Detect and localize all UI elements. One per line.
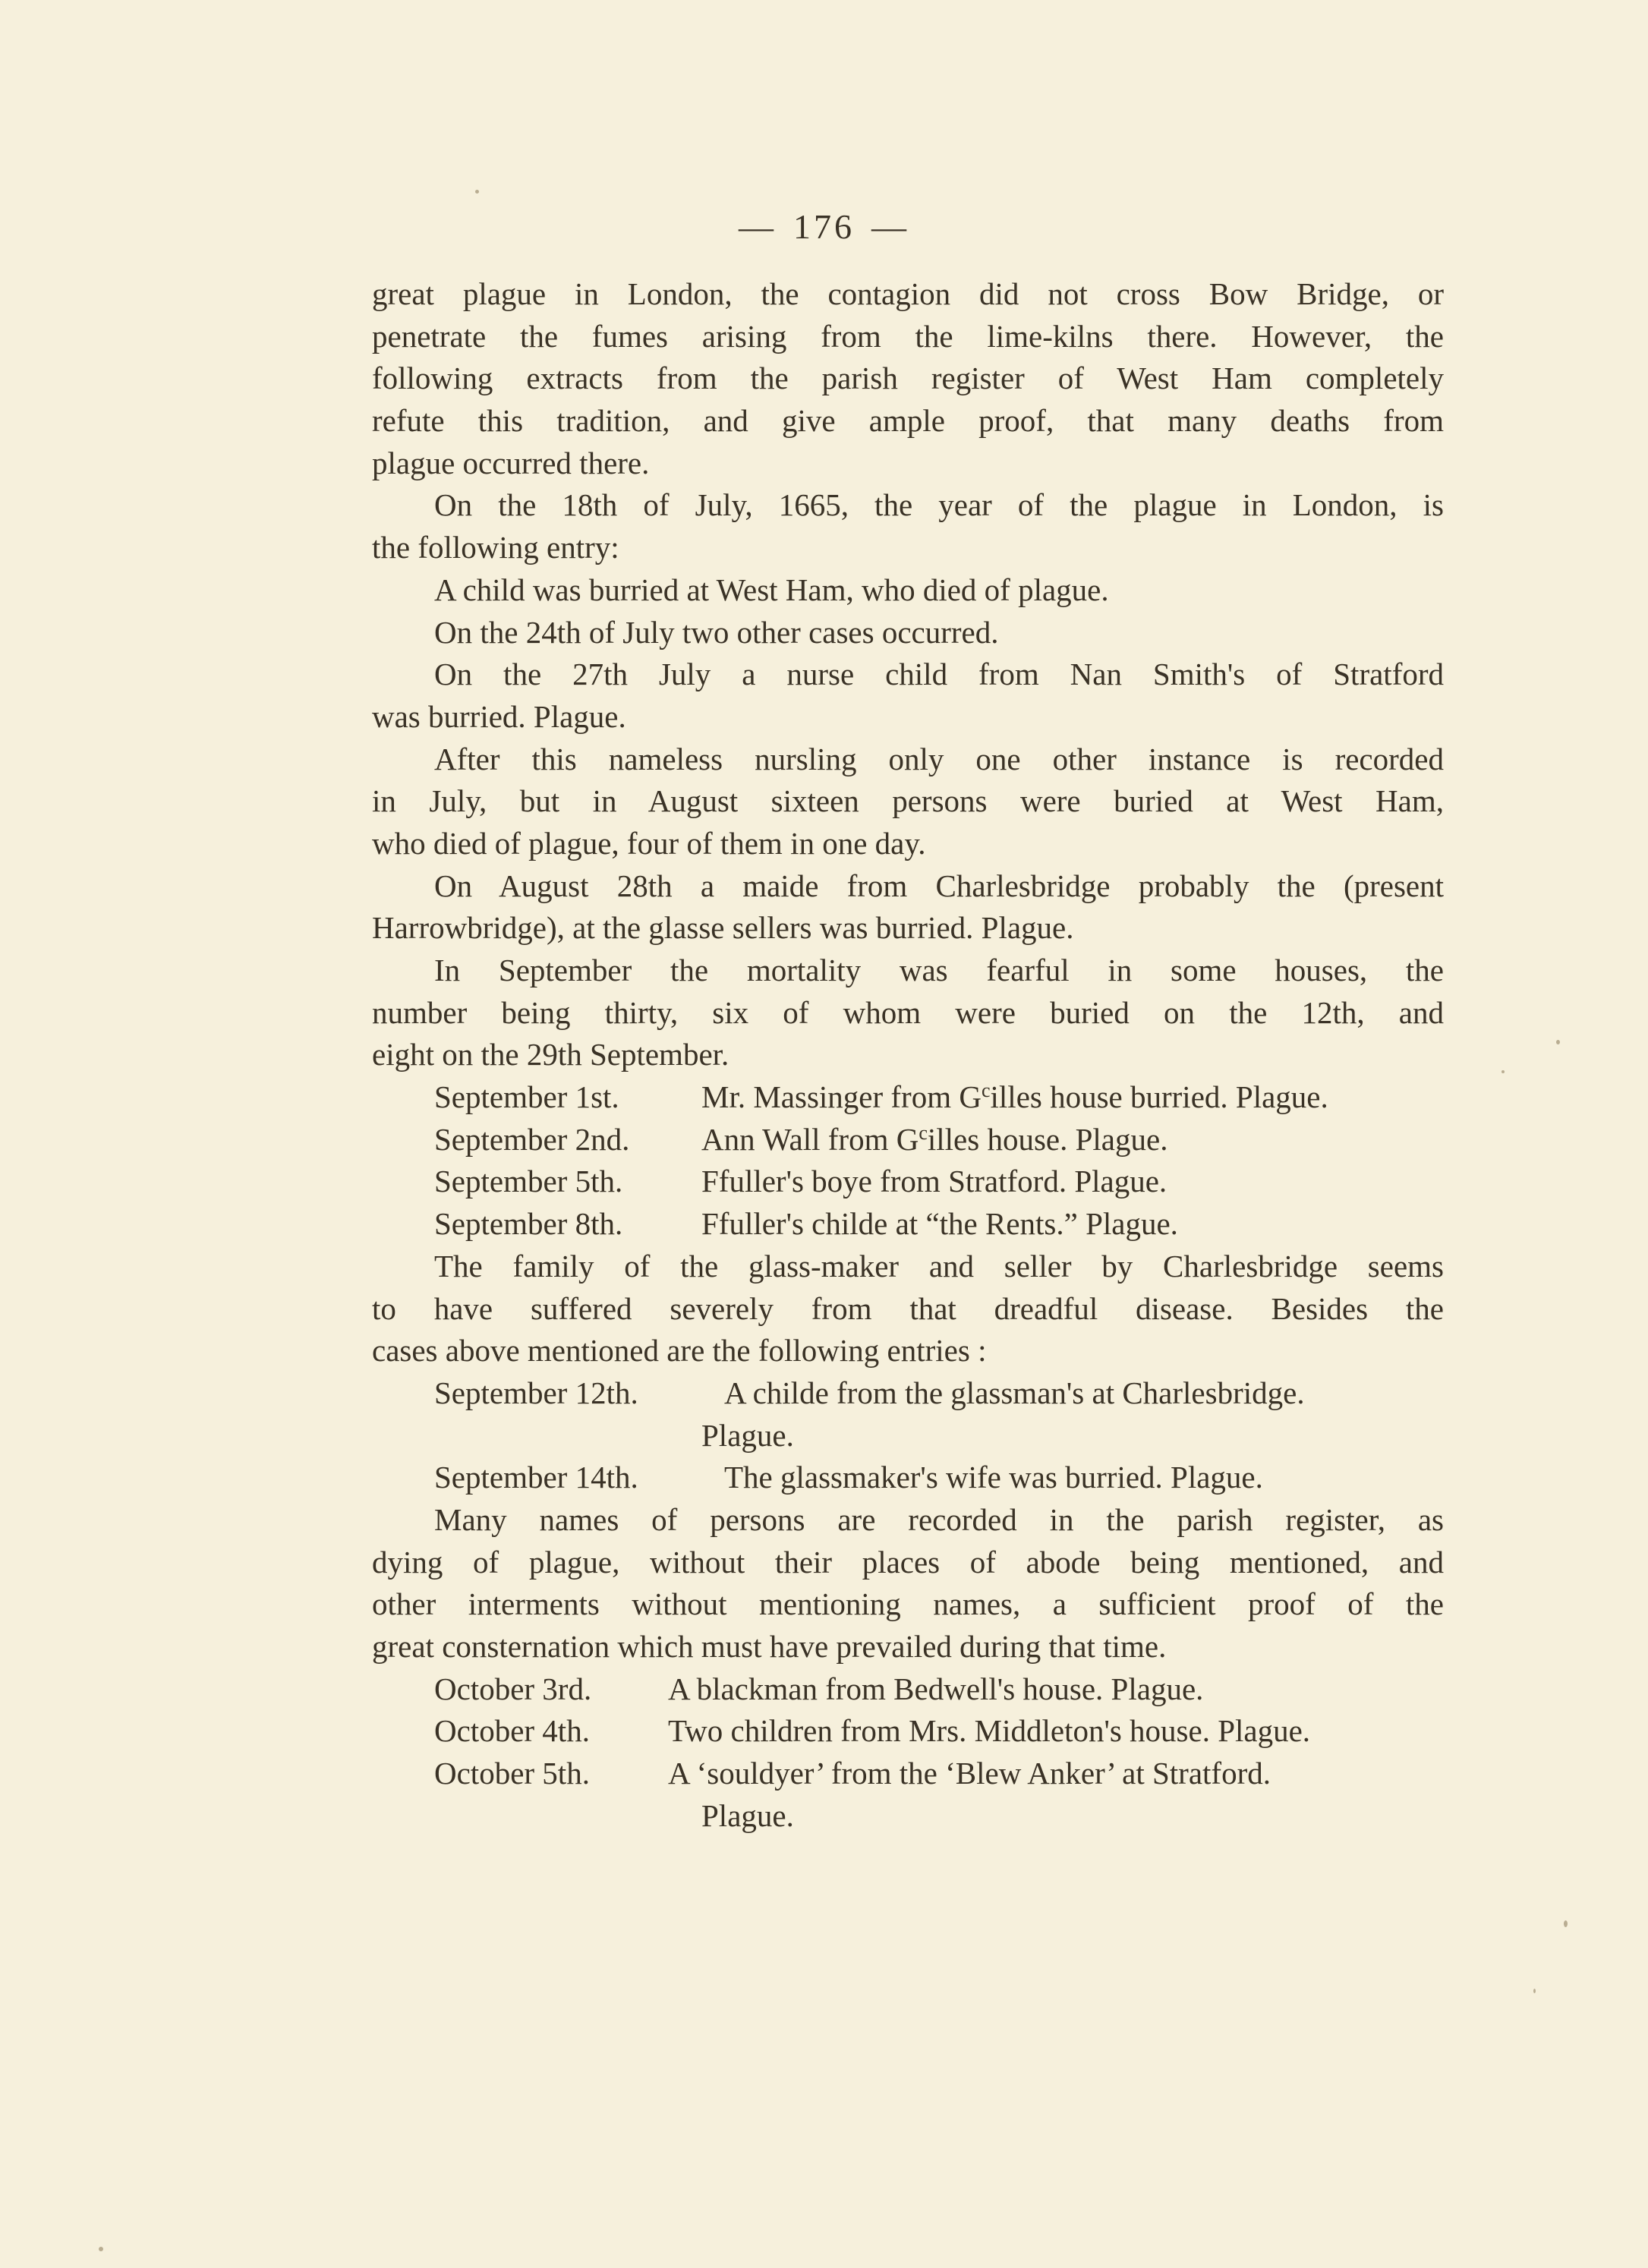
text-line: After this nameless nursling only one other instance is recorded (434, 741, 1444, 776)
paper-speck (475, 190, 479, 194)
register-entry (372, 1119, 1444, 1161)
text-line: who died of plague, four of them in one day. (372, 825, 926, 861)
register-entry (372, 1203, 1444, 1246)
register-entry (372, 1372, 1444, 1415)
text-line: A child was burried at West Ham, who died of plague. (434, 572, 1109, 607)
entry-date: September 8th. (434, 1206, 623, 1242)
paper-speck (1556, 1040, 1560, 1044)
entry-date: September 1st. (434, 1079, 619, 1115)
page-number-dash-left: — (739, 207, 777, 246)
paper-speck (1564, 1920, 1568, 1927)
text-line: dying of plague, without their places of abode being mentioned, and (372, 1544, 1444, 1580)
paper-speck (1533, 1989, 1536, 1993)
text-line: following extracts from the parish register of West Ham completely (372, 361, 1444, 396)
text-line: great plague in London, the contagion did not cross Bow Bridge, or (372, 276, 1444, 311)
entry-text: Two children from Mrs. Middleton's house. Plague. (668, 1713, 1311, 1749)
text-line: On the 18th of July, 1665, the year of the plague in London, is (434, 487, 1444, 523)
entry-date: October 3rd. (434, 1671, 592, 1706)
page-number-value: 176 (793, 207, 855, 246)
text-line: to have suffered severely from that dreadful disease. Besides the (372, 1290, 1444, 1326)
text-line: The family of the glass-maker and seller by Charlesbridge seems (434, 1248, 1444, 1284)
entry-text: The glassmaker's wife was burried. Plague. (724, 1460, 1263, 1495)
register-entry (372, 1457, 1444, 1499)
text-line: other interments without mentioning names, a sufficient proof of the (372, 1586, 1444, 1622)
text-line: number being thirty, six of whom were buried on the 12th, and (372, 994, 1444, 1030)
text-line: refute this tradition, and give ample proof, that many deaths from (372, 403, 1444, 439)
entry-text: Ffuller's childe at “the Rents.” Plague. (701, 1206, 1178, 1242)
entry-text: illes house burried. Plague. (990, 1079, 1328, 1115)
text-line: Many names of persons are recorded in the parish register, as (434, 1501, 1444, 1537)
paper-speck (1501, 1070, 1505, 1073)
entry-text: Ffuller's boye from Stratford. Plague. (701, 1164, 1167, 1199)
entry-continuation: Plague. (701, 1417, 794, 1453)
text-line: On the 27th July a nurse child from Nan Smith's of Stratford (434, 657, 1444, 692)
register-entry (372, 1668, 1444, 1711)
entry-text: Mr. Massinger from G (701, 1079, 982, 1115)
entry-text: A ‘souldyer’ from the ‘Blew Anker’ at Stratford. (668, 1756, 1271, 1791)
text-line: great consternation which must have prevailed during that time. (372, 1629, 1167, 1664)
register-entry (372, 1161, 1444, 1203)
entry-text: A childe from the glassman's at Charlesbridge. (724, 1375, 1305, 1410)
register-entry (372, 1753, 1444, 1795)
text-line: plague occurred there. (372, 445, 650, 480)
text-line: Harrowbridge), at the glasse sellers was burried. Plague. (372, 910, 1074, 946)
text-line: penetrate the fumes arising from the lime-kilns there. However, the (372, 318, 1444, 354)
entry-continuation: Plague. (701, 1797, 794, 1833)
text-line: On the 24th of July two other cases occurred. (434, 614, 999, 650)
text-line: in July, but in August sixteen persons were buried at West Ham, (372, 783, 1444, 819)
text-line: was burried. Plague. (372, 698, 626, 734)
superscript: c (919, 1121, 928, 1144)
entry-date: October 5th. (434, 1756, 590, 1791)
body-text (372, 273, 1444, 1837)
entry-date: September 12th. (434, 1375, 638, 1410)
text-line: eight on the 29th September. (372, 1037, 729, 1073)
entry-date: September 14th. (434, 1460, 638, 1495)
text-line: the following entry: (372, 530, 619, 565)
register-entry (372, 1710, 1444, 1753)
text-line: In September the mortality was fearful in some houses, the (434, 953, 1444, 988)
page-number-dash-right: — (871, 207, 909, 246)
entry-text: illes house. Plague. (927, 1121, 1168, 1157)
entry-date: September 2nd. (434, 1121, 630, 1157)
text-line: cases above mentioned are the following entries : (372, 1333, 987, 1369)
entry-text: Ann Wall from G (701, 1121, 919, 1157)
text-line: On August 28th a maide from Charlesbridge probably the (present (434, 868, 1444, 903)
register-entry (372, 1076, 1444, 1119)
superscript: c (981, 1079, 991, 1102)
entry-date: September 5th. (434, 1164, 623, 1199)
entry-text: A blackman from Bedwell's house. Plague. (668, 1671, 1204, 1706)
entry-date: October 4th. (434, 1713, 590, 1749)
paper-speck (99, 2247, 103, 2251)
page-number (0, 206, 1648, 247)
